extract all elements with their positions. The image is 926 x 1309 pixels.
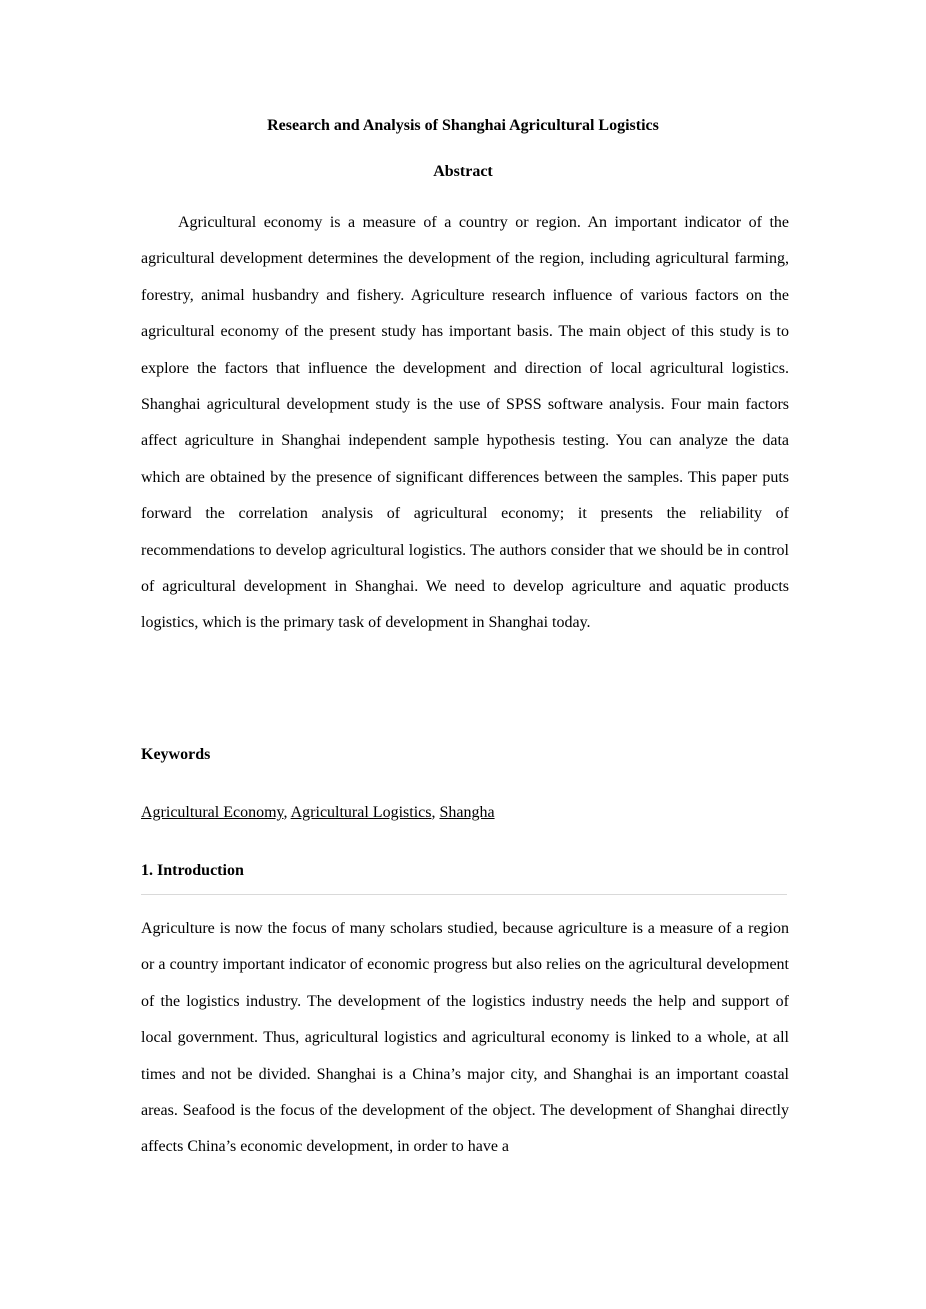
keyword-separator: , (431, 804, 440, 821)
keywords-list (141, 801, 495, 825)
keyword-link-agricultural-economy[interactable]: Agricultural Economy (141, 804, 284, 821)
paper-title: Research and Analysis of Shanghai Agricultural Logistics (267, 117, 659, 134)
introduction-paragraph: Agriculture is now the focus of many scholars studied, because agriculture is a measure of a region or a country important indicator of economic progress but also relies on the agricultural development of the logistics industry. The development of the logistics industry needs the help and support of local government. Thus, agricultural logistics and agricultural economy is linked to a whole, at all times and not be divided. Shanghai is a China’s major city, and Shanghai is an important coastal areas. Seafood is the focus of the development of the object. The development of Shanghai directly affects China’s economic development, in order to have a (141, 920, 789, 1156)
keywords-heading: Keywords (141, 746, 211, 763)
keyword-link-shanghai[interactable]: Shangha (439, 804, 495, 821)
section-divider (141, 894, 787, 895)
keyword-separator: , (283, 804, 291, 821)
abstract-heading: Abstract (433, 163, 493, 180)
introduction-heading: 1. Introduction (141, 862, 244, 879)
abstract-paragraph: Agricultural economy is a measure of a country or region. An important indicator of the agricultural development determines the development of the region, including agricultural farming, forestry, animal husbandry and fishery. Agriculture research influence of various factors on the agricultural economy of the present study has important basis. The main object of this study is to explore the factors that influence the development and direction of local agricultural logistics. Shanghai agricultural development study is the use of SPSS software analysis. Four main factors affect agriculture in Shanghai independent sample hypothesis testing. You can analyze the data which are obtained by the presence of significant differences between the samples. This paper puts forward the correlation analysis of agricultural economy; it presents the reliability of recommendations to develop agricultural logistics. The authors consider that we should be in control of agricultural development in Shanghai. We need to develop agriculture and aquatic products logistics, which is the primary task of development in Shanghai today. (141, 214, 789, 632)
keyword-link-agricultural-logistics[interactable]: Agricultural Logistics (290, 804, 432, 821)
